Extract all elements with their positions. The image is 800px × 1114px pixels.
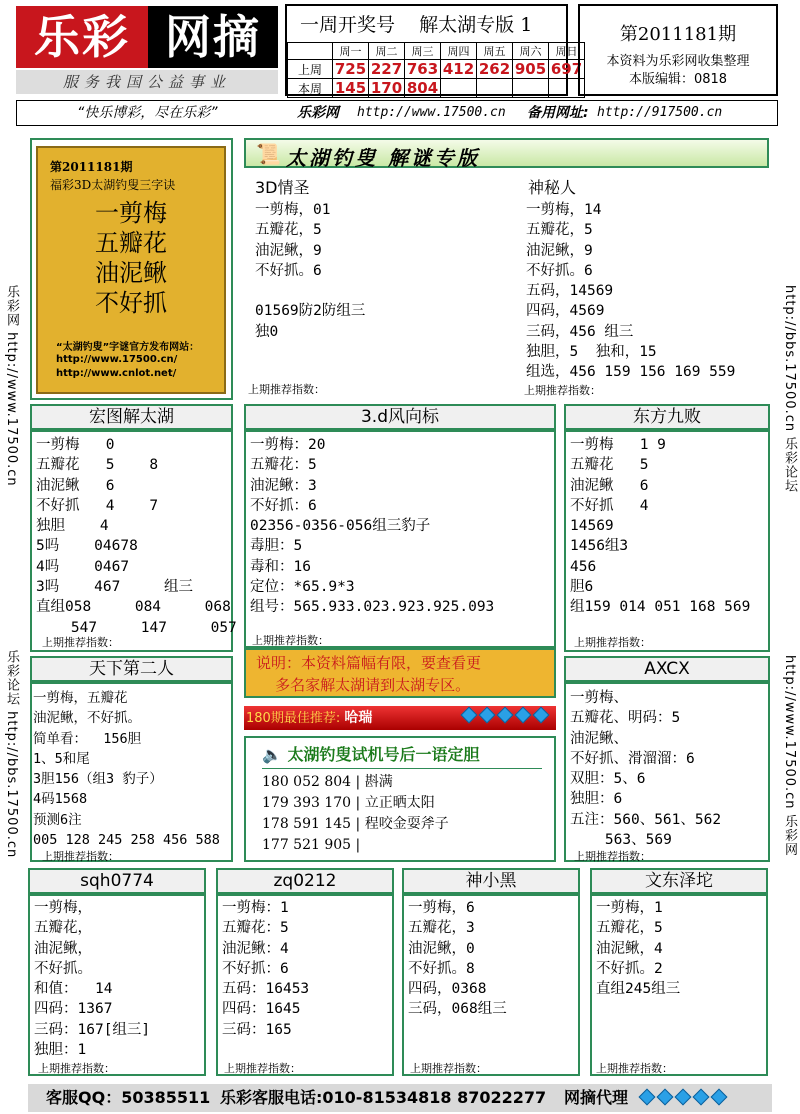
shiji-title bbox=[262, 742, 480, 765]
gold-line: 油泥鳅 bbox=[95, 259, 167, 287]
side-left-bottom: 乐彩论坛 http://bbs.17500.cn bbox=[4, 650, 19, 859]
rec-label: 上期推荐指数： bbox=[224, 1062, 301, 1075]
shiji-num: 179 393 170 bbox=[262, 795, 352, 811]
rec-label: 上期推荐指数： bbox=[596, 1062, 673, 1075]
hongtu-content: 一剪梅 0 五瓣花 5 8 油泥鳅 6 不好抓 4 7 独胆 4 5吗 04678 4吗 0467 3吗 467 组三 直组058 084 068 547 147 057 bbox=[36, 437, 237, 636]
gold-issue: 第2011181期 bbox=[50, 160, 133, 174]
draw-number: 170 bbox=[369, 79, 405, 98]
logo-black: 网摘 bbox=[148, 6, 278, 68]
backup-link[interactable]: http://917500.cn bbox=[597, 105, 723, 120]
issue-editor: 本版编辑：0818 bbox=[628, 72, 728, 87]
best-name: 哈瑞 bbox=[344, 710, 373, 726]
wendong-content: 一剪梅，1 五瓣花，5 油泥鳅，4 不好抓。2 直组245组三 bbox=[596, 900, 681, 998]
qingsheng-title: 3D情圣 bbox=[255, 178, 310, 197]
shiji-title-text: 太湖钓叟试机号后一语定胆 bbox=[287, 745, 480, 764]
shiji-num: 180 052 804 bbox=[262, 774, 352, 790]
axcx-header: AXCX bbox=[564, 656, 770, 682]
dongfang-header: 东方九败 bbox=[564, 404, 770, 430]
notice-box: 说明：本资料篇幅有限，要查看更 多名家解太湖请到太湖专区。 bbox=[244, 648, 556, 698]
tianxia-content: 一剪梅，五瓣花 油泥鳅，不好抓。 简单看： 156胆 1、5和尾 3胆156（组3 豹子） 4码1568 预测6注 005 128 245 258 456 588 bbox=[33, 690, 220, 849]
shenxiao-content: 一剪梅，6 五瓣花，3 油泥鳅，0 不好抓。8 四码，0368 三码，068组三 bbox=[408, 900, 507, 1018]
banner-title: 太湖钓叟 解谜专版 bbox=[286, 146, 480, 170]
gold-line: 一剪梅 bbox=[95, 199, 167, 227]
rec-label: 上期推荐指数： bbox=[574, 636, 651, 649]
qingsheng-content: 一剪梅，01 五瓣花，5 油泥鳅，9 不好抓。6 01569防2防组三 独0 bbox=[255, 202, 366, 340]
wendong-header: 文东泽坨 bbox=[590, 868, 768, 894]
best-label: 180期最佳推荐: bbox=[246, 711, 341, 726]
draw-number: 227 bbox=[369, 60, 405, 79]
side-right-top: http://bbs.17500.cn 乐彩论坛 bbox=[782, 285, 797, 494]
diamond-icons bbox=[460, 706, 550, 730]
shiji-rows: 180 052 804 | 斟满 179 393 170 | 立正晒太阳 178 591 145 | 程咬金耍斧子 177 521 905 | bbox=[262, 774, 449, 853]
diamond-icons bbox=[638, 1084, 728, 1112]
issue-number: 第2011181期 bbox=[619, 24, 737, 45]
shiji-num: 177 521 905 bbox=[262, 837, 352, 853]
day-cell: 周四 bbox=[441, 43, 477, 60]
this-week-label: 本周 bbox=[288, 79, 333, 98]
side-right-bottom: http://www.17500.cn 乐彩网 bbox=[782, 655, 797, 857]
logo-red: 乐彩 bbox=[16, 6, 148, 68]
divider bbox=[262, 768, 542, 769]
gold-site-label: “太湖钓叟”字谜官方发布网站： bbox=[56, 342, 200, 353]
footer-phone: 乐彩客服电话:010-81534818 87022277 bbox=[220, 1088, 547, 1107]
shenmi-title: 神秘人 bbox=[528, 178, 577, 197]
rec-label: 上期推荐指数： bbox=[252, 634, 329, 647]
rec-label: 上期推荐指数： bbox=[574, 850, 651, 863]
draw-table bbox=[287, 42, 585, 98]
axcx-content: 一剪梅、 五瓣花、明码：5 油泥鳅、 不好抓、滑溜溜：6 双胆：5、6 独胆：6 五注：560、561、562 563、569 bbox=[570, 690, 722, 849]
draw-number: 145 bbox=[333, 79, 369, 98]
gold-site2[interactable]: http://www.cnlot.net/ bbox=[56, 368, 177, 379]
draw-number: 697 bbox=[549, 60, 585, 79]
gold-line: 不好抓 bbox=[95, 289, 167, 317]
rec-label: 上期推荐指数： bbox=[410, 1062, 487, 1075]
issue-note: 本资料为乐彩网收集整理 bbox=[606, 54, 750, 69]
shenmi-content: 一剪梅，14 五瓣花，5 油泥鳅，9 不好抓。6 五码，14569 四码，4569 三码，456 组三 独胆，5 独和，15 组选，456 159 156 169 559 bbox=[526, 202, 736, 381]
dongfang-content: 一剪梅 1 9 五瓣花 5 油泥鳅 6 不好抓 4 14569 1456组3 456 胆6 组159 014 051 168 569 bbox=[570, 437, 751, 616]
day-cell: 周三 bbox=[405, 43, 441, 60]
shiji-hint: 斟满 bbox=[364, 774, 393, 790]
shenxiao-header: 神小黑 bbox=[402, 868, 580, 894]
rec-label: 上期推荐指数： bbox=[248, 383, 325, 396]
shiji-hint: 程咬金耍斧子 bbox=[364, 816, 449, 832]
slogan: 服务我国公益事业 bbox=[16, 70, 278, 94]
day-cell: 周一 bbox=[333, 43, 369, 60]
footer-agent: 网摘代理 bbox=[564, 1088, 629, 1107]
rec-label: 上期推荐指数： bbox=[42, 636, 119, 649]
hongtu-header: 宏图解太湖 bbox=[30, 404, 233, 430]
url-bar bbox=[16, 100, 778, 126]
day-cell: 周二 bbox=[369, 43, 405, 60]
draw-number: 725 bbox=[333, 60, 369, 79]
draw-number: 804 bbox=[405, 79, 441, 98]
quote-text: “快乐博彩，尽在乐彩” bbox=[77, 105, 218, 121]
banner bbox=[244, 138, 769, 168]
best-bar bbox=[244, 706, 556, 730]
speaker-icon: 🔈 bbox=[262, 745, 282, 764]
footer-qq: 客服QQ：50385511 bbox=[46, 1088, 211, 1107]
footer bbox=[28, 1084, 772, 1112]
draw-number: 262 bbox=[477, 60, 513, 79]
site-label: 乐彩网 bbox=[297, 105, 339, 121]
rec-label: 上期推荐指数： bbox=[524, 384, 601, 397]
gold-lines bbox=[36, 198, 226, 318]
day-cell: 周六 bbox=[513, 43, 549, 60]
gold-subtitle: 福彩3D太湖钓叟三字诀 bbox=[50, 178, 176, 192]
rec-label: 上期推荐指数： bbox=[42, 850, 119, 863]
last-week-label: 上周 bbox=[288, 60, 333, 79]
site-link[interactable]: http://www.17500.cn bbox=[357, 105, 506, 120]
zq-content: 一剪梅：1 五瓣花：5 油泥鳅：4 不好抓：6 五码：16453 四码：1645 三码：165 bbox=[222, 900, 310, 1038]
backup-label: 备用网址: bbox=[527, 105, 589, 121]
draw-number: 412 bbox=[441, 60, 477, 79]
gold-site1[interactable]: http://www.17500.cn/ bbox=[56, 354, 178, 365]
day-cell: 周日 bbox=[549, 43, 585, 60]
sqh-content: 一剪梅， 五瓣花， 油泥鳅， 不好抓。 和值： 14 四码：1367 三码：167[组三] 独胆：1 bbox=[34, 900, 151, 1059]
fengxiang-content: 一剪梅：20 五瓣花：5 油泥鳅：3 不好抓：6 02356-0356-056组三豹子 毒胆：5 毒和：16 定位：*65.9*3 组号：565.933.023.923.925.093 bbox=[250, 437, 495, 616]
fengxiang-header: 3.d风向标 bbox=[244, 404, 556, 430]
page-title: 一周开奖号 解太湖专版 1 bbox=[300, 14, 533, 36]
zq-header: zq0212 bbox=[216, 868, 394, 894]
rec-label: 上期推荐指数： bbox=[38, 1062, 115, 1075]
gold-line: 五瓣花 bbox=[95, 229, 167, 257]
sqh-header: sqh0774 bbox=[28, 868, 206, 894]
draw-number: 763 bbox=[405, 60, 441, 79]
scroll-icon: 📜 bbox=[256, 142, 281, 166]
draw-number: 905 bbox=[513, 60, 549, 79]
tianxia-header: 天下第二人 bbox=[30, 656, 233, 682]
shiji-num: 178 591 145 bbox=[262, 816, 352, 832]
shiji-hint: 立正晒太阳 bbox=[364, 795, 435, 811]
day-cell: 周五 bbox=[477, 43, 513, 60]
side-left-top: 乐彩网 http://www.17500.cn bbox=[4, 285, 19, 487]
